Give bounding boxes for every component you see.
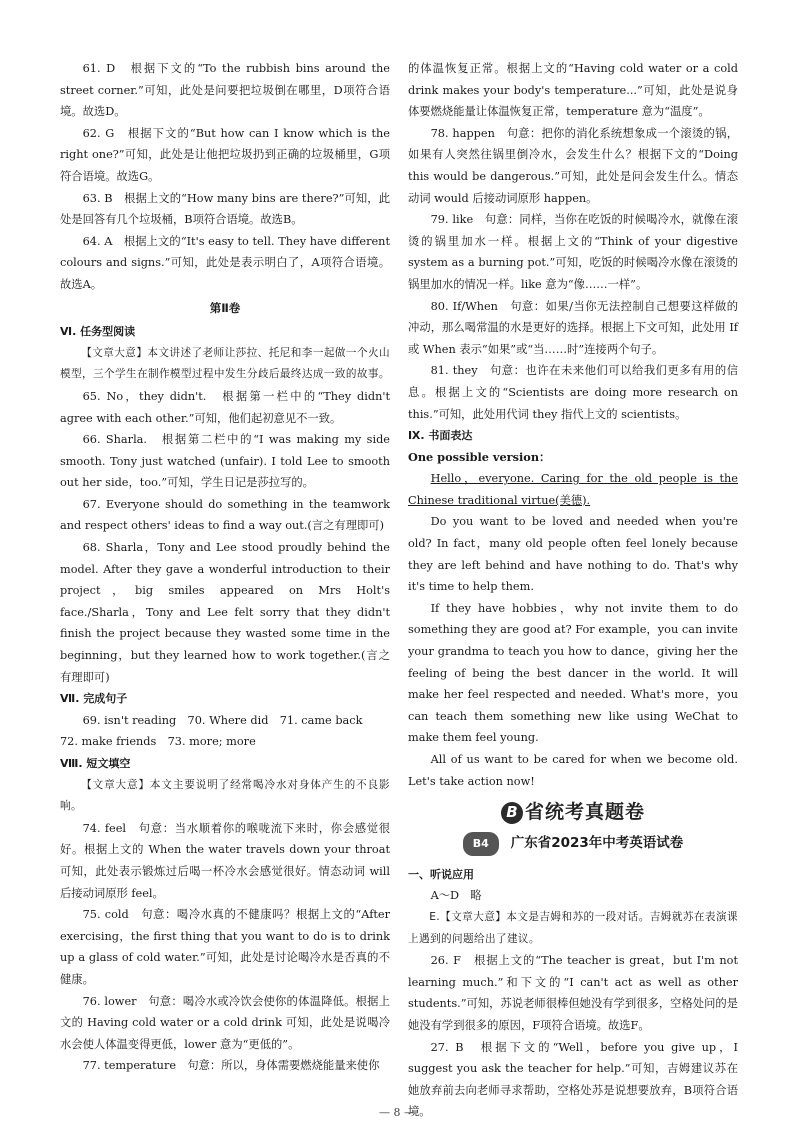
essay-paragraph-4: All of us want to be cared for when we become old. Let's take action now! [408, 753, 738, 788]
banner-letter-icon: B [501, 802, 523, 824]
possible-version-label: One possible version： [408, 449, 551, 464]
answer-77: 77. temperature 句意：所以，身体需要燃烧能量来使你 [82, 1059, 380, 1073]
exam-title: 广东省2023年中考英语试卷 [510, 835, 684, 852]
answer-78: 78. happen 句意：把你的消化系统想象成一个滚烫的锅，如果有人突然往锅里倒冷水，会发生什么？根据下文的“Doing this would be dangerous.”可知，此处是问会发生什么。情态动词 would 后接动词原形 happen。 [408, 126, 738, 205]
answer-62: 62. G 根据下文的“But how can I know which is the right one?”可知，此处是让他把垃圾扔到正确的垃圾桶里，G项符合语境。故选G。 [60, 126, 390, 183]
answer-80: 80. If/When 句意：如果/当你无法控制自己想要这样做的冲动，那么喝常温的水是更好的选择。根据上下文可知，此处用 If 或 When 表示“如果”或“当……时”连接两个句子。 [408, 299, 738, 356]
answer-77-continued: 的体温恢复正常。根据上文的“Having cold water or a cold drink makes your body's temperature...”可知，此处是说身体要燃烧能量让体温恢复正常，temperature 意为“温度”。 [408, 62, 738, 119]
answer-76: 76. lower 句意：喝冷水或冷饮会使你的体温降低。根据上文的 Having cold water or a cold drink 可知，此处是说喝冷水会使人体温变得更低，lower 意为“更低的”。 [60, 994, 390, 1051]
answer-81: 81. they 句意：也许在未来他们可以给我们更多有用的信息。根据上文的“Scientists are doing more research on this.”可知，此处用代词 they 指代上文的 scientists。 [408, 364, 738, 421]
answer-26: 26. F 根据上文的“The teacher is great，but I'm not learning much.”和下文的“I can't act as well as other students.”可知，苏说老师很棒但她没有学到很多，空格处问的是她没有学到很多的原因，F项符合语境。故选F。 [408, 954, 738, 1032]
left-column [60, 58, 390, 1077]
right-column [408, 58, 738, 1123]
answer-79: 79. like 句意：同样，当你在吃饭的时候喝冷水，就像在滚烫的锅里加水一样。根据上文的“Think of your digestive system as a burning pot.”可知，吃饭的时候喝冷水像在滚烫的锅里加水的情况一样。like 意为“像……一样”。 [408, 213, 738, 291]
answer-68: 68. Sharla，Tony and Lee stood proudly behind the model. After they gave a wonderful introduction to their project，big smiles appeared on Mrs Holt's face./Sharla，Tony and Lee felt sorry that they didn't finish the project because they wasted some time in the beginning，but they learned how to work together.(言之有理即可) [60, 541, 390, 684]
answer-63: 63. B 根据上文的“How many bins are there?”可知，此处是回答有几个垃圾桶，B项符合语境。故选B。 [60, 191, 390, 227]
answer-74: 74. feel 句意：当水顺着你的喉咙流下来时，你会感觉很好。根据上文的 When the water travels down your throat 可知，此处表示锻炼过后喝一杯冷水会感觉很好。情态动词 will 后接动词原形 feel。 [60, 821, 390, 900]
answer-75: 75. cold 句意：喝冷水真的不健康吗？根据上文的“After exercising，the first thing that you want to do is to drink up a glass of cold water.”可知，此处是讨论喝冷水是否真的不健康。 [60, 908, 390, 986]
answer-66: 66. Sharla. 根据第二栏中的“I was making my side smooth. Tony just watched (unfair). I told Lee to smooth out her side，too.”可知，学生日记是莎拉写的。 [60, 433, 390, 490]
section-9-heading: Ⅸ. 书面表达 [408, 429, 473, 443]
answers-a-d: A～D 略 [430, 889, 482, 903]
answers-69-71: 69. isn't reading 70. Where did 71. came back [82, 713, 363, 727]
exam-collection-banner [408, 800, 738, 826]
answer-65: 65. No，they didn't. 根据第一栏中的“They didn't agree with each other.”可知，他们起初意见不一致。 [60, 389, 390, 425]
exam-header [408, 832, 738, 856]
section-e-summary: E.【文章大意】本文是吉姆和苏的一段对话。吉姆就苏在表演课上遇到的问题给出了建议。 [408, 910, 738, 945]
part-2-heading: 第Ⅱ卷 [209, 300, 241, 315]
section-6-heading: Ⅵ. 任务型阅读 [60, 325, 136, 339]
answer-27: 27. B 根据下文的“Well，before you give up，I suggest you ask the teacher for help.”可知，吉姆建议苏在她放弃前去向老师寻求帮助，空格处苏是说想要放弃，B项符合语境。 [408, 1040, 738, 1119]
section-8-heading: Ⅷ. 短文填空 [60, 757, 131, 770]
section-7-heading: Ⅶ. 完成句子 [60, 692, 128, 706]
answer-67: 67. Everyone should do something in the teamwork and respect others' ideas to find a way out.(言之有理即可) [60, 497, 390, 533]
answer-61: 61. D 根据下文的“To the rubbish bins around the street corner.”可知，此处是问要把垃圾倒在哪里，D项符合语境。故选D。 [60, 62, 390, 119]
answers-72-73: 72. make friends 73. more; more [60, 735, 256, 749]
banner-title: 省统考真题卷 [524, 801, 645, 824]
section-8-summary: 【文章大意】本文主要说明了经常喝冷水对身体产生的不良影响。 [60, 778, 390, 813]
section-6-summary: 【文章大意】本文讲述了老师让莎拉、托尼和李一起做一个火山模型，三个学生在制作模型过程中发生分歧后最终达成一致的故事。 [60, 346, 390, 381]
listening-section-heading: 一、听说应用 [408, 867, 474, 881]
essay-paragraph-1: Hello，everyone. Caring for the old people is the Chinese traditional virtue(美德). [408, 472, 738, 507]
essay-paragraph-3: If they have hobbies，why not invite them to do something they are good at? For example，you can invite your grandma to teach you how to dance，giving her the feeling of being the best dancer in the world. It will make her feel respected and needed. What's more，you can teach them something new like using WeChat to make them feel young. [408, 601, 738, 745]
exam-badge: B4 [463, 832, 499, 856]
page-number: — 8 — [379, 1106, 415, 1119]
answer-64: 64. A 根据上文的“It's easy to tell. They have different colours and signs.”可知，此处是表示明白了，A项符合语境。故选A。 [60, 234, 390, 291]
essay-paragraph-2: Do you want to be loved and needed when you're old? In fact，many old people often feel lonely because they are left behind and have nothing to do. That's why it's time to help them. [408, 515, 738, 594]
